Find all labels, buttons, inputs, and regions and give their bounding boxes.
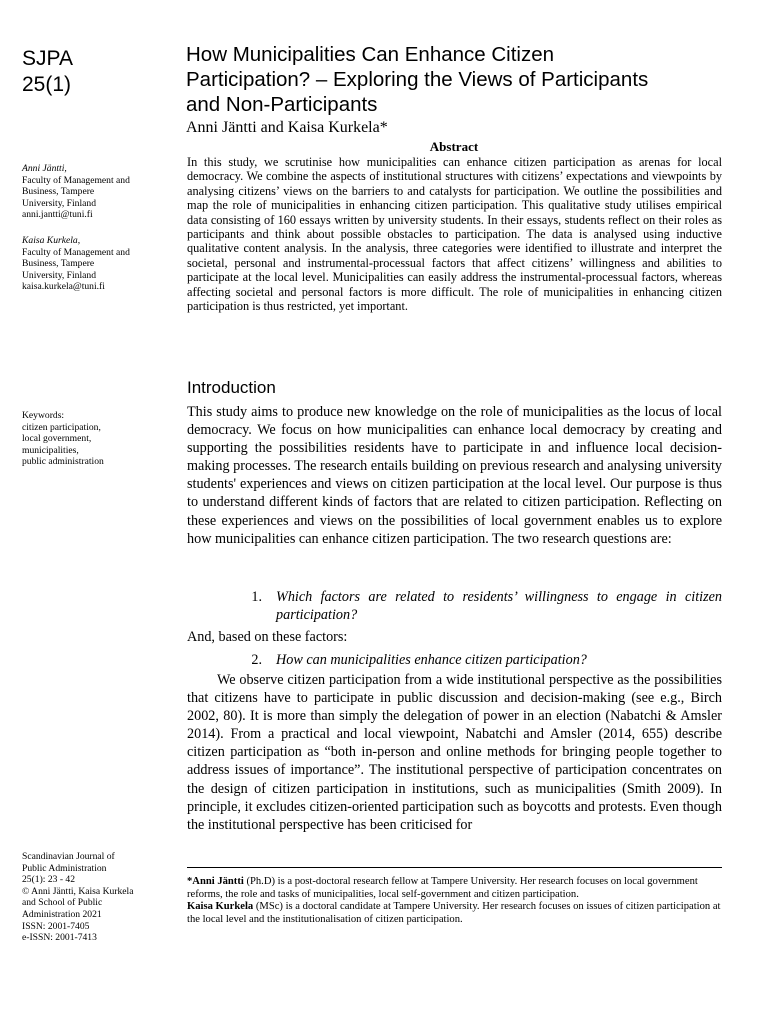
- footnote-text: (Ph.D) is a post-doctoral research fellow at Tampere University. Her research focuses on local government reforms, the role and tasks of municipalities, local self-government and citizen participation.: [187, 876, 698, 900]
- keyword: citizen participation,: [22, 421, 101, 433]
- affiliation-line: Faculty of Management and: [22, 174, 130, 186]
- title-line: How Municipalities Can Enhance Citizen: [186, 43, 555, 66]
- affiliation-jantti: [22, 163, 162, 221]
- journal-info-line: Administration 2021: [22, 908, 102, 920]
- journal-info-line: e-ISSN: 2001-7413: [22, 932, 97, 944]
- keyword: municipalities,: [22, 444, 79, 456]
- research-question-1: [187, 588, 722, 624]
- affiliation-line: University, Finland: [22, 197, 96, 209]
- title-line: Participation? – Exploring the Views of Participants: [186, 68, 649, 91]
- affiliation-name: Kaisa Kurkela,: [22, 235, 81, 246]
- abstract-heading: Abstract: [429, 139, 479, 154]
- introduction-paragraph-2: We observe citizen participation from a wide institutional perspective as the possibilities that citizens have to participate in public discussion and decision-making (see e.g., Birch 2002, 80). It is more than simply the delegation of power in an election (Nabatchi & Amsler 2014). From a practical and local viewpoint, Nabatchi and Amsler (2014, 655) describe citizen participation as “both in-person and online methods for bringing people together to address issues of importance”. The institutional perspective of participation concentrates on the design of citizen participation in institutions, such as municipalities (Smith 2009). In principle, it excludes citizen-oriented participation such as boycotts and protests. Even though the institutional perspective has been criticised for: [187, 672, 722, 833]
- journal-info: [22, 851, 162, 944]
- affiliation-kurkela: [22, 235, 162, 293]
- affiliation-email: anni.jantti@tuni.fi: [22, 209, 93, 221]
- footnote-divider: [187, 867, 722, 868]
- journal-info-line: Scandinavian Journal of: [22, 851, 115, 862]
- journal-info-line: 25(1): 23 - 42: [22, 874, 76, 886]
- title-line: and Non-Participants: [186, 93, 378, 116]
- introduction-heading: Introduction: [187, 378, 276, 397]
- journal-info-line: Public Administration: [22, 862, 107, 874]
- journal-info-line: © Anni Jäntti, Kaisa Kurkela: [22, 885, 134, 897]
- paper-title: [186, 42, 746, 117]
- keyword: public administration: [22, 456, 104, 468]
- affiliation-line: Faculty of Management and: [22, 246, 130, 258]
- affiliation-email: kaisa.kurkela@tuni.fi: [22, 281, 105, 293]
- affiliation-line: Business, Tampere: [22, 258, 95, 270]
- footnote-kurkela: [187, 901, 722, 926]
- affiliation-line: University, Finland: [22, 269, 96, 281]
- journal-code: [22, 46, 132, 98]
- affiliation-line: Business, Tampere: [22, 186, 95, 198]
- affiliation-name: Anni Jäntti,: [22, 163, 67, 174]
- footnote-jantti: [187, 876, 722, 901]
- keywords-label: Keywords:: [22, 410, 65, 421]
- footnote-text: (MSc) is a doctoral candidate at Tampere University. Her research focuses on issues of citizen participation at the local level and the institutionalisation of citizen participation.: [187, 901, 721, 925]
- keyword: local government,: [22, 433, 92, 445]
- introduction-connector: And, based on these factors:: [187, 629, 348, 645]
- research-question-number: 1.: [251, 589, 262, 605]
- footnote-author-name: Kaisa Kurkela: [187, 901, 254, 913]
- abstract-text: In this study, we scrutinise how municipalities can enhance citizen participation as arenas for local democracy. We combine the aspects of institutional structures with citizens’ expectations and viewpoints by analysing citizens’ views on the barriers to and catalysts for participation. We outline the possibilities and map the role of municipalities in enhancing citizen participation. This qualitative study utilises empirical data consisting of 160 essays written by university students. In their essays, students reflect on their roles as participants and think about possible obstacles to participation. The data is analysed using inductive qualitative content analysis. In the analysis, three categories were identified to illustrate and interpret the societal, personal and instrumental-processual factors that affect citizens’ willingness and abilities to participate at the local level. Municipalities can easily address the instrumental-processual factors, whereas affecting societal and personal factors is more difficult. The role of municipalities in enhancing citizen participation is thus restricted, yet important.: [187, 155, 722, 314]
- research-question-text: How can municipalities enhance citizen participation?: [276, 652, 587, 668]
- journal-code-line: 25(1): [22, 73, 72, 96]
- research-question-text: Which factors are related to residents’ willingness to engage in citizen participation?: [276, 589, 722, 624]
- author-footnotes: [187, 876, 722, 926]
- introduction-paragraph-1: This study aims to produce new knowledge on the role of municipalities as the locus of local democracy. We focus on how municipalities can enhance local democracy by creating and supporting the possibilities residents have to participate in and influence local decision-making processes. The research entails building on previous research and analysing university students' experiences and views on citizen participation at the local level. Our purpose is thus to understand different kinds of factors that are related to citizen participation. Reflecting on these experiences and views on the possibilities of local government enables us to explore how municipalities can enhance citizen participation. The two research questions are:: [187, 404, 722, 547]
- journal-code-line: SJPA: [22, 47, 73, 70]
- authors: Anni Jäntti and Kaisa Kurkela*: [186, 119, 388, 136]
- keywords: [22, 410, 162, 468]
- footnote-author-name: *Anni Jäntti: [187, 876, 244, 887]
- journal-info-line: ISSN: 2001-7405: [22, 920, 90, 932]
- research-question-number: 2.: [251, 652, 262, 668]
- journal-info-line: and School of Public: [22, 897, 103, 909]
- research-question-2: [187, 651, 722, 669]
